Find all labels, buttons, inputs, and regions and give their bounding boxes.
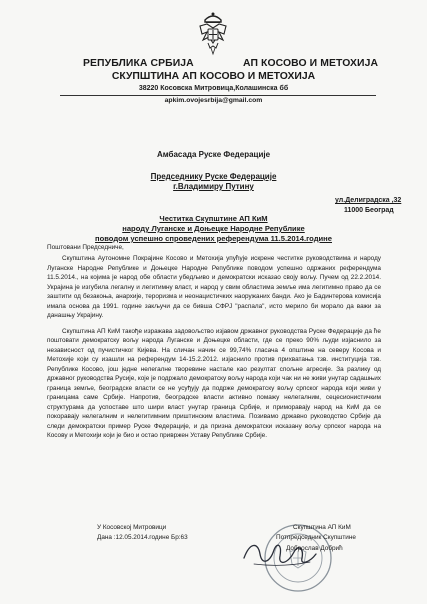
handwritten-signature-icon <box>240 536 320 572</box>
body-paragraph-1: Скупштина Аутономне Покрајине Косово и Метохија упућује искрене честитке руководствима и народу Луганске Народне Републике и Доњецке Народне Републике поводом успешно одржаних референдума 11.5.2014., на којима је народ обе области убедљиво и демократски исказао своју вољу. Пучем од 22.2.2014. Украјина је изгубила легалну и легитимну власт, и народ у свим областима земље има легитимно право да се заштити од безакоња, анархије, тероризма и неонацистичких наоружаних банди. Ако је Бадинтерова комисија имала основа да 1991. године закључи да се бивша СФРЈ "распала", исто мерило би морало да важи за данашњу Украјину. <box>47 255 381 319</box>
signature-place: У Косовској Митровици <box>97 524 167 531</box>
signature-organization: Скупштина АП КиМ <box>293 524 351 531</box>
signature-role: Потпредседник Скупштине <box>276 534 356 541</box>
recipient-city: 11000 Београд <box>344 207 394 214</box>
letter-title-line-3: поводом успешно спроведених референдума 11.5.2014.године <box>95 234 332 243</box>
recipient-name: г.Владимиру Путину <box>173 182 254 191</box>
letterhead-email: apkim.ovojesrbija@gmail.com <box>164 97 263 104</box>
letterhead-republic: РЕПУБЛИКА СРБИЈА <box>83 58 194 69</box>
salutation: Поштовани Председниче, <box>47 244 124 251</box>
serbian-coat-of-arms-icon <box>197 10 229 56</box>
letter-body <box>47 254 381 441</box>
letterhead-line-1 <box>83 58 379 69</box>
letterhead-assembly: СКУПШТИНА АП КОСОВО И МЕТОХИЈА <box>111 71 316 82</box>
letter-title-line-1: Честитка Скупштине АП КиМ <box>159 214 268 223</box>
letterhead-province: АП КОСОВО И МЕТОХИЈА <box>243 58 379 69</box>
body-paragraph-2: Скупштина АП КиМ такође изражава задовољство изјавом државног руководства Руске Федерације да ће поштовати демократску вољу народа Луганске и Доњецке области, где се преко 90% људи изјаснило за независност од пучистичког Кијева. На сличан начин се 99,74% гласача 4 општине на северу Косова и Метохије који су изашли на референдум 14-15.2.2012. изјаснило против прихватања тзв. институција тзв. Републике Косово, још једне нелегалне творевине настале као резултат спољне агресије. За разлику од државног руководства Русије, које је подржало демократску вољу народа који чак ни не живи унутар садашњих граница земље, београдске власти се не усуђују да подрже демократску вољу српског народа који живи у границама саме Србије. Напротив, београдске власти активно помажу нелегалним, сецесионистичким структурама да успоставе што шири власт унутар граница Србије, и приморавају народ на КиМ да се покоравају нелегалним и нелегитимним приштинским властима. Позивамо државно руководство Србије да следи демократски пример Руске Федерације, и да призна демократски исказану вољу српског народа на Косову и Метохији који је био и остао привржен Уставу Републике Србије. <box>47 327 381 439</box>
recipient-street: ул.Делиградска ,32 <box>335 197 402 204</box>
letter-title-line-2: народу Луганске и Доњецке Народне Републике <box>122 224 305 233</box>
signature-date: Дана :12.05.2014.године Бр:63 <box>97 534 188 541</box>
recipient-president: Председнику Руске Федерације <box>150 172 277 181</box>
signature-name: Доброслав Добрић <box>286 545 343 552</box>
letterhead-address: 38220 Косовска Митровица,Колашинска бб <box>138 85 289 92</box>
letterhead-divider <box>60 95 376 96</box>
recipient-embassy: Амбасада Руске Федерације <box>156 150 271 159</box>
